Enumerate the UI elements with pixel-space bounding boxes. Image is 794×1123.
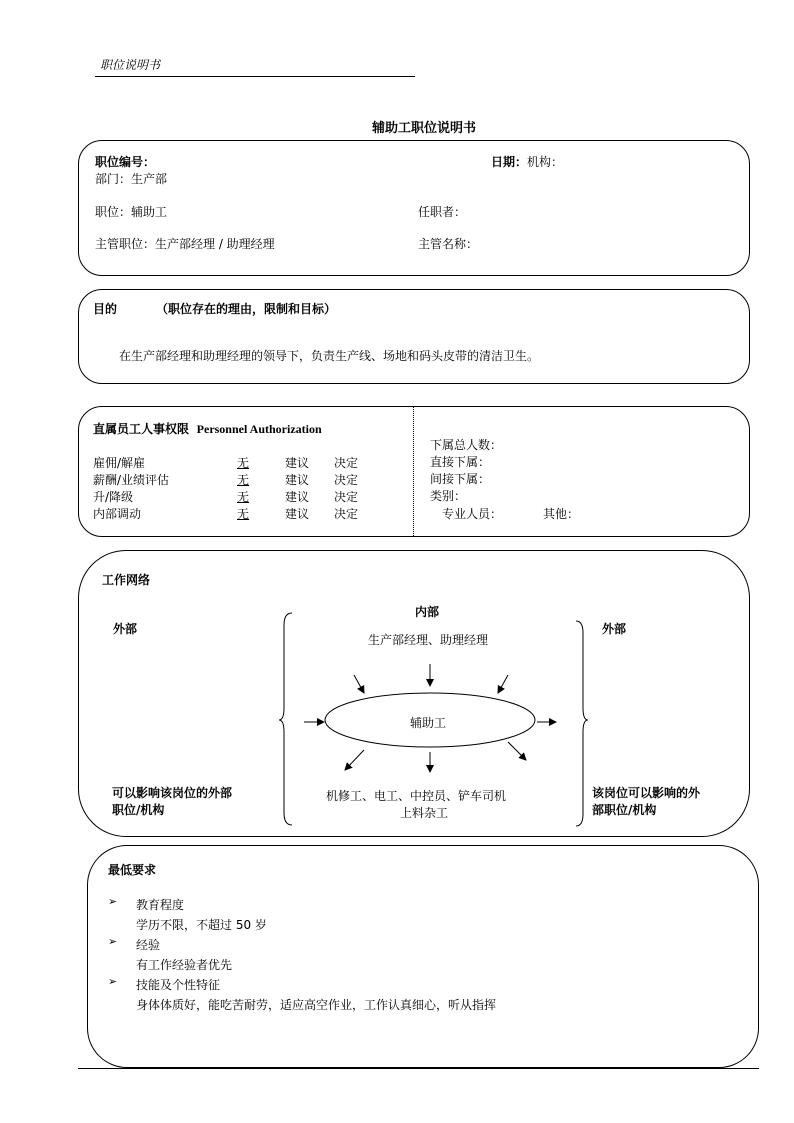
authority-title: 直属员工人事权限 <box>93 422 190 436</box>
purpose-text: 在生产部经理和助理经理的领导下，负责生产线、场地和码头皮带的清洁卫生。 <box>119 349 540 363</box>
internal-label: 内部 <box>415 605 440 619</box>
direct-subordinates: 直接下属： <box>430 455 491 469</box>
authority-row-none: 无 <box>237 456 250 470</box>
center-node-text: 辅助工 <box>410 716 447 730</box>
incumbent-field: 任职者： <box>418 205 467 219</box>
bullet-arrow-icon: ➢ <box>108 935 118 948</box>
arrow-out-bottom-left <box>345 750 364 770</box>
bullet-arrow-icon: ➢ <box>108 895 118 908</box>
requirement-label: 教育程度 <box>136 898 185 912</box>
page-header-title: 职位说明书 <box>100 58 161 72</box>
supervisor-name-field: 主管名称： <box>418 237 479 251</box>
bottom-node-line2: 上料杂工 <box>400 806 449 820</box>
authority-row-decide: 决定 <box>334 490 359 504</box>
footer-rule <box>78 1068 759 1069</box>
arrow-in-top-left <box>354 675 364 693</box>
right-influence-note: 该岗位可以影响的外 部职位/机构 <box>592 786 701 817</box>
requirements-title: 最低要求 <box>108 863 157 877</box>
category-label: 类别： <box>430 489 467 503</box>
authority-row-decide: 决定 <box>334 473 359 487</box>
document-title: 辅助工职位说明书 <box>372 121 477 136</box>
authority-row-suggest: 建议 <box>285 456 310 470</box>
authority-title-en: Personnel Authorization <box>196 422 322 436</box>
bottom-node-line1: 机修工、电工、中控员、铲车司机 <box>326 789 507 803</box>
bullet-arrow-icon: ➢ <box>108 975 118 988</box>
requirement-label: 技能及个性特征 <box>136 978 221 992</box>
authority-row-name: 雇佣/解雇 <box>93 456 146 470</box>
authority-row-name: 内部调动 <box>93 507 142 521</box>
requirement-detail: 有工作经验者优先 <box>136 958 233 972</box>
professional-label: 专业人员： <box>442 507 503 521</box>
arrow-in-top-right <box>498 675 508 693</box>
authority-row-decide: 决定 <box>334 507 359 521</box>
arrow-out-bottom-right <box>508 742 526 760</box>
left-influence-note: 可以影响该岗位的外部 职位/机构 <box>112 786 233 817</box>
position-no-label: 职位编号： <box>95 155 156 169</box>
indirect-subordinates: 间接下属： <box>430 472 491 486</box>
right-brace <box>576 621 588 826</box>
authority-row-decide: 决定 <box>334 456 359 470</box>
top-node-text: 生产部经理、助理经理 <box>368 633 489 647</box>
network-title: 工作网络 <box>102 573 151 587</box>
subordinates-total: 下属总人数： <box>430 438 503 452</box>
requirement-label: 经验 <box>136 938 161 952</box>
left-brace <box>279 613 292 825</box>
supervisor-position-field: 主管职位：生产部经理 / 助理经理 <box>95 237 275 251</box>
authority-row-suggest: 建议 <box>285 473 310 487</box>
authority-row-none: 无 <box>237 473 250 487</box>
authority-row-none: 无 <box>237 507 250 521</box>
authority-row-none: 无 <box>237 490 250 504</box>
position-field: 职位：辅助工 <box>95 205 168 219</box>
requirement-detail: 学历不限，不超过 50 岁 <box>136 918 267 932</box>
authority-row-suggest: 建议 <box>285 490 310 504</box>
external-right-label: 外部 <box>602 622 627 636</box>
authority-row-suggest: 建议 <box>285 507 310 521</box>
purpose-label: 目的 <box>93 302 118 316</box>
dept-field: 部门：生产部 <box>95 172 168 186</box>
purpose-subtitle: （职位存在的理由，限制和目标） <box>156 302 337 316</box>
other-label: 其他： <box>543 507 580 521</box>
requirement-detail: 身体体质好，能吃苦耐劳，适应高空作业，工作认真细心，听从指挥 <box>136 998 497 1012</box>
date-label: 日期： <box>491 155 528 169</box>
external-left-label: 外部 <box>113 622 138 636</box>
org-label: 机构： <box>527 155 564 169</box>
center-ellipse <box>325 693 535 747</box>
authority-row-name: 升/降级 <box>93 490 134 504</box>
authority-row-name: 薪酬/业绩评估 <box>93 473 170 487</box>
